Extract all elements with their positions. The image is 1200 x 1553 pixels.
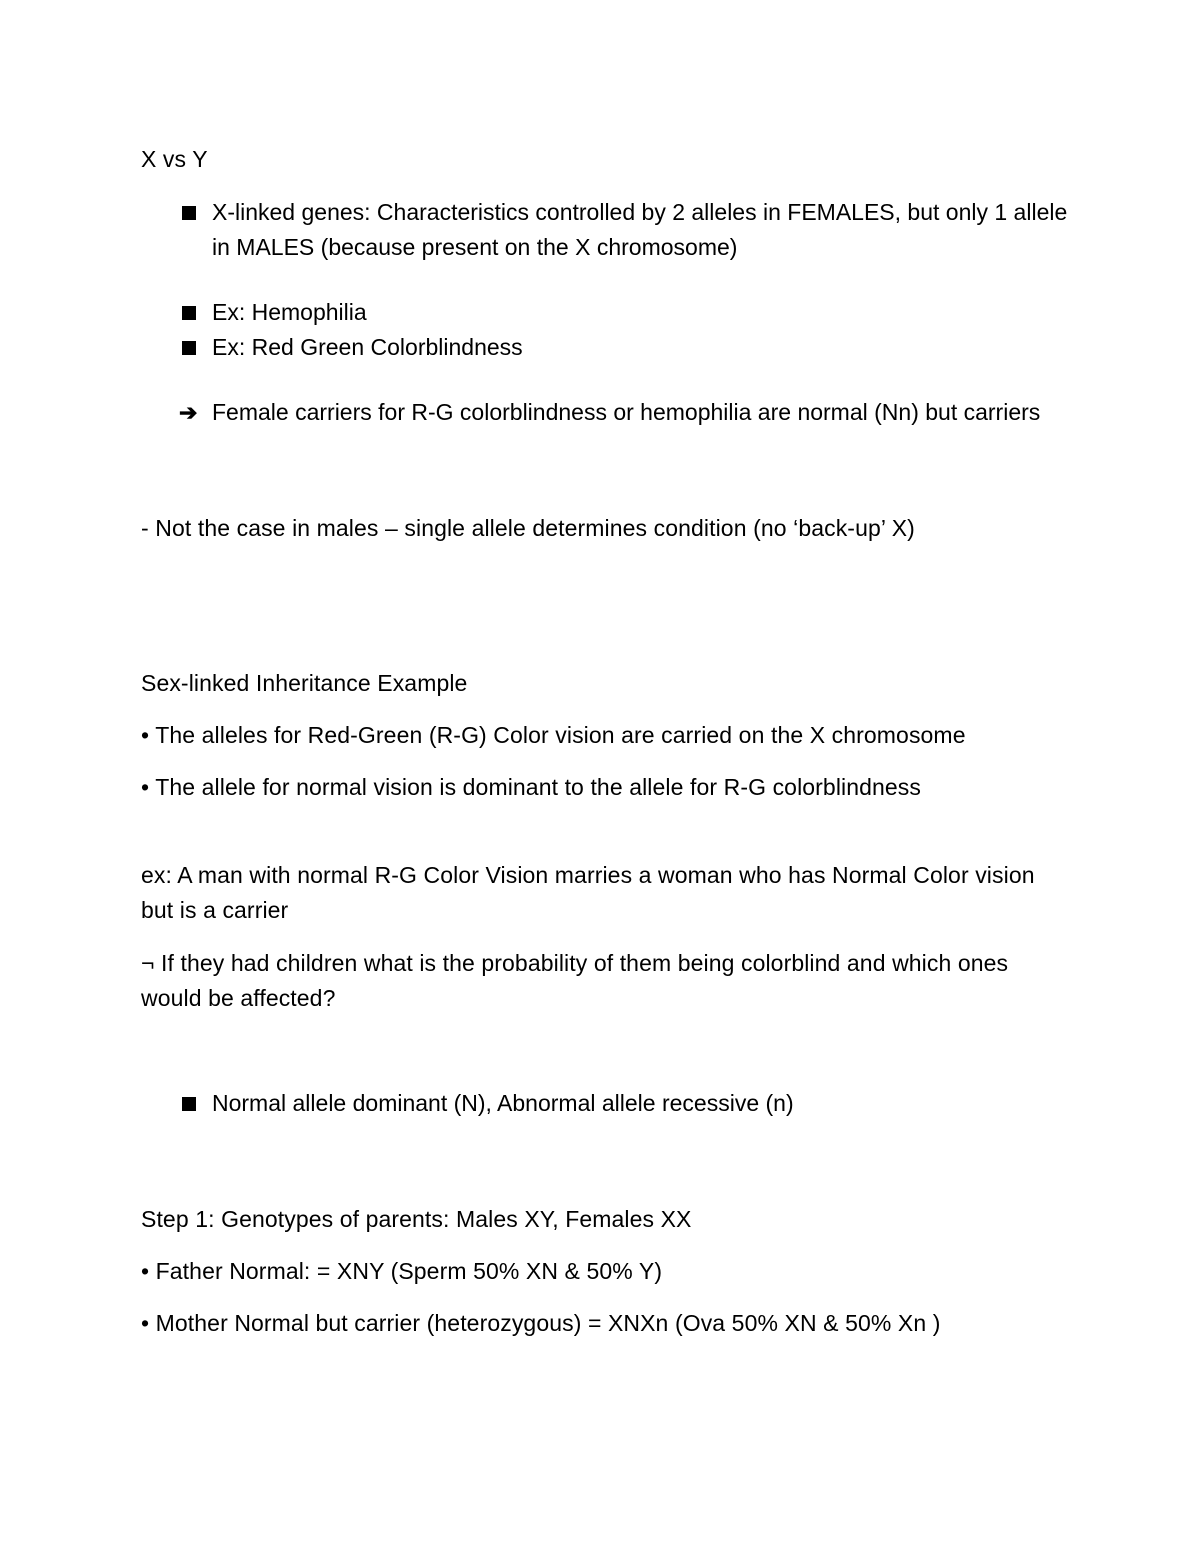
list-item [178, 195, 1078, 265]
list-item-text: X-linked genes: Characteristics controlled by 2 alleles in FEMALES, but only 1 allele in MALES (because present on the X chromosome) [212, 199, 1068, 260]
square-bullet-icon [178, 195, 208, 230]
list-item-text: Ex: Hemophilia [212, 299, 367, 325]
list-item [178, 395, 1078, 430]
note-text: - Not the case in males – single allele determines condition (no ‘back-up’ X) [141, 515, 915, 541]
list-item [178, 295, 1078, 330]
section-heading-x-vs-y: X vs Y [141, 146, 208, 172]
example-paragraph: ex: A man with normal R-G Color Vision marries a woman who has Normal Color vision but is a carrier [141, 862, 1035, 923]
paragraph-point: • Mother Normal but carrier (heterozygous) = XNXn (Ova 50% XN & 50% Xn ) [141, 1310, 941, 1336]
list-item [178, 330, 1078, 365]
section-heading-sex-linked: Sex-linked Inheritance Example [141, 670, 468, 696]
arrow-right-icon: ➔ [179, 400, 198, 425]
paragraph-point: • The alleles for Red-Green (R-G) Color vision are carried on the X chromosome [141, 722, 966, 748]
square-bullet-icon [178, 330, 208, 365]
section-heading-step-1: Step 1: Genotypes of parents: Males XY, Females XX [141, 1206, 692, 1232]
list-item-text: Female carriers for R-G colorblindness or hemophilia are normal (Nn) but carriers [212, 399, 1041, 425]
list-item-text: Ex: Red Green Colorblindness [212, 334, 523, 360]
list-item [178, 1086, 1078, 1121]
question-paragraph: ¬ If they had children what is the probability of them being colorblind and which ones would be affected? [141, 950, 1009, 1011]
paragraph-point: • Father Normal: = XNY (Sperm 50% XN & 50% Y) [141, 1258, 663, 1284]
square-bullet-icon [178, 1086, 208, 1121]
paragraph-point: • The allele for normal vision is dominant to the allele for R-G colorblindness [141, 774, 922, 800]
list-item-text: Normal allele dominant (N), Abnormal allele recessive (n) [212, 1090, 794, 1116]
square-bullet-icon [178, 295, 208, 330]
